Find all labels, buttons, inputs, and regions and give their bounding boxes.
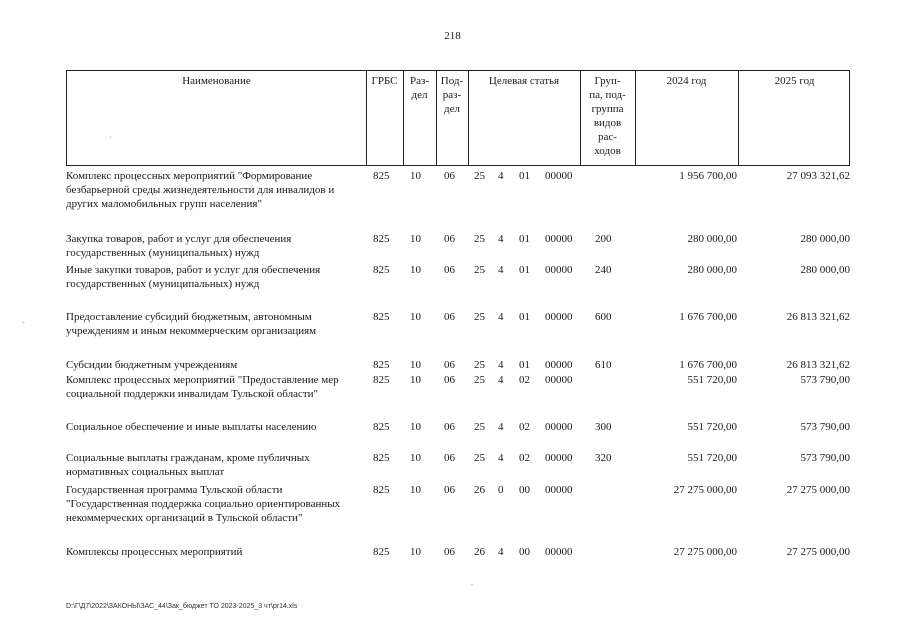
cell-podrazdel: 06: [444, 484, 455, 496]
cell-podrazdel: 06: [444, 233, 455, 245]
cell-celevaya-1: 25: [474, 233, 485, 245]
header-gruppa-line: Груп-: [594, 75, 621, 87]
cell-grbs: 825: [373, 233, 390, 245]
cell-celevaya-4: 00000: [545, 311, 573, 323]
cell-celevaya-2: 4: [498, 421, 504, 433]
cell-celevaya-3: 01: [519, 264, 530, 276]
cell-celevaya-4: 00000: [545, 233, 573, 245]
cell-2025: 573 790,00: [800, 421, 850, 433]
cell-grbs: 825: [373, 170, 390, 182]
cell-celevaya-4: 00000: [545, 484, 573, 496]
cell-vr: 600: [595, 311, 612, 323]
cell-celevaya-4: 00000: [545, 374, 573, 386]
cell-celevaya-2: 4: [498, 546, 504, 558]
cell-celevaya-3: 00: [519, 546, 530, 558]
cell-celevaya-1: 25: [474, 359, 485, 371]
header-gruppa-line: ходов: [594, 145, 621, 157]
cell-2025: 573 790,00: [800, 374, 850, 386]
cell-razdel: 10: [410, 311, 421, 323]
cell-razdel: 10: [410, 170, 421, 182]
cell-podrazdel: 06: [444, 359, 455, 371]
cell-celevaya-1: 25: [474, 374, 485, 386]
cell-celevaya-1: 26: [474, 484, 485, 496]
scan-mark: .: [471, 578, 473, 587]
header-razdel-line: Раз-: [409, 75, 429, 87]
cell-celevaya-1: 25: [474, 311, 485, 323]
row-name: Комплексы процессных мероприятий: [66, 546, 243, 558]
cell-razdel: 10: [410, 233, 421, 245]
cell-2025: 280 000,00: [800, 233, 850, 245]
cell-celevaya-3: 01: [519, 170, 530, 182]
cell-grbs: 825: [373, 452, 390, 464]
cell-celevaya-2: 4: [498, 233, 504, 245]
cell-celevaya-1: 25: [474, 264, 485, 276]
cell-celevaya-4: 00000: [545, 452, 573, 464]
cell-grbs: 825: [373, 546, 390, 558]
header-celevaya: Целевая статья: [488, 75, 560, 87]
cell-celevaya-3: 01: [519, 233, 530, 245]
cell-celevaya-3: 01: [519, 311, 530, 323]
cell-grbs: 825: [373, 374, 390, 386]
cell-2024: 280 000,00: [687, 264, 737, 276]
cell-razdel: 10: [410, 359, 421, 371]
cell-vr: 240: [595, 264, 612, 276]
page-number: 218: [444, 30, 461, 42]
cell-razdel: 10: [410, 484, 421, 496]
cell-celevaya-2: 4: [498, 170, 504, 182]
cell-grbs: 825: [373, 421, 390, 433]
cell-grbs: 825: [373, 359, 390, 371]
cell-2025: 27 093 321,62: [786, 170, 850, 182]
cell-celevaya-2: 4: [498, 452, 504, 464]
cell-grbs: 825: [373, 484, 390, 496]
header-gruppa-line: рас-: [598, 131, 617, 143]
scan-mark: -: [22, 318, 25, 327]
table-header: [66, 70, 850, 166]
cell-razdel: 10: [410, 374, 421, 386]
cell-celevaya-2: 4: [498, 359, 504, 371]
cell-podrazdel: 06: [444, 170, 455, 182]
cell-vr: 610: [595, 359, 612, 371]
cell-2024: 1 676 700,00: [679, 359, 737, 371]
row-name: Социальное обеспечение и иные выплаты населению: [66, 421, 317, 433]
cell-vr: 300: [595, 421, 612, 433]
cell-grbs: 825: [373, 311, 390, 323]
cell-celevaya-1: 25: [474, 170, 485, 182]
cell-2024: 27 275 000,00: [673, 546, 737, 558]
cell-celevaya-2: 4: [498, 264, 504, 276]
cell-podrazdel: 06: [444, 421, 455, 433]
cell-2024: 551 720,00: [687, 421, 737, 433]
header-grbs: ГРБС: [371, 75, 398, 87]
cell-celevaya-3: 02: [519, 421, 530, 433]
cell-podrazdel: 06: [444, 374, 455, 386]
row-name: Иные закупки товаров, работ и услуг для обеспечения государственных (муниципальных) нужд: [66, 264, 321, 290]
cell-celevaya-3: 02: [519, 452, 530, 464]
cell-celevaya-4: 00000: [545, 546, 573, 558]
cell-2025: 27 275 000,00: [786, 546, 850, 558]
cell-2024: 280 000,00: [687, 233, 737, 245]
header-razdel-line: дел: [411, 89, 428, 101]
cell-vr: 320: [595, 452, 612, 464]
cell-celevaya-1: 25: [474, 452, 485, 464]
cell-celevaya-4: 00000: [545, 264, 573, 276]
header-name: Наименование: [182, 75, 251, 87]
cell-celevaya-4: 00000: [545, 421, 573, 433]
cell-grbs: 825: [373, 264, 390, 276]
cell-2025: 26 813 321,62: [786, 311, 850, 323]
cell-celevaya-1: 26: [474, 546, 485, 558]
cell-2024: 27 275 000,00: [673, 484, 737, 496]
cell-podrazdel: 06: [444, 452, 455, 464]
row-name: Социальные выплаты гражданам, кроме публичных нормативных социальных выплат: [66, 452, 310, 478]
cell-razdel: 10: [410, 264, 421, 276]
cell-razdel: 10: [410, 546, 421, 558]
row-name: Предоставление субсидий бюджетным, автономным учреждениям и иным некоммерческим организациям: [66, 311, 317, 337]
header-podrazdel-line: дел: [444, 103, 460, 115]
header-2025: 2025 год: [774, 75, 815, 87]
cell-podrazdel: 06: [444, 311, 455, 323]
row-name: Субсидии бюджетным учреждениям: [66, 359, 238, 371]
cell-celevaya-4: 00000: [545, 359, 573, 371]
cell-celevaya-2: 4: [498, 374, 504, 386]
header-podrazdel-line: раз-: [442, 89, 462, 101]
cell-celevaya-3: 01: [519, 359, 530, 371]
header-2024: 2024 год: [666, 75, 707, 87]
file-path-footer: D:\Г\Д7\2022\ЗАКОНЫ\ЗАС_44\Зак_бюджет ТО 2023-2025_3 чт\pr14.xls: [66, 603, 298, 610]
cell-2025: 573 790,00: [800, 452, 850, 464]
row-name: Государственная программа Тульской области "Государственная поддержка социально ориентированных некоммерческих организаций в Тульской области": [66, 484, 341, 524]
cell-vr: 200: [595, 233, 612, 245]
cell-2025: 26 813 321,62: [786, 359, 850, 371]
cell-celevaya-4: 00000: [545, 170, 573, 182]
cell-2025: 27 275 000,00: [786, 484, 850, 496]
row-name: Закупка товаров, работ и услуг для обеспечения государственных (муниципальных) нужд: [66, 233, 292, 259]
header-gruppa: [580, 74, 635, 158]
row-name: Комплекс процессных мероприятий "Формирование безбарьерной среды жизнедеятельности для инвалидов и других маломобильных групп населения": [66, 170, 335, 210]
header-razdel: [403, 74, 436, 102]
cell-celevaya-2: 0: [498, 484, 504, 496]
cell-2024: 1 676 700,00: [679, 311, 737, 323]
header-gruppa-line: па, под-: [589, 89, 626, 101]
cell-2024: 551 720,00: [687, 374, 737, 386]
cell-celevaya-2: 4: [498, 311, 504, 323]
header-gruppa-line: видов: [593, 117, 622, 129]
cell-podrazdel: 06: [444, 546, 455, 558]
row-name: Комплекс процессных мероприятий "Предоставление мер социальной поддержки инвалидам Тульской области": [66, 374, 339, 400]
scan-mark: ·: [109, 133, 112, 142]
cell-celevaya-3: 00: [519, 484, 530, 496]
cell-razdel: 10: [410, 421, 421, 433]
cell-podrazdel: 06: [444, 264, 455, 276]
cell-2024: 1 956 700,00: [679, 170, 737, 182]
header-podrazdel: [436, 74, 468, 116]
cell-celevaya-1: 25: [474, 421, 485, 433]
header-gruppa-line: группа: [591, 103, 624, 115]
cell-2025: 280 000,00: [800, 264, 850, 276]
cell-razdel: 10: [410, 452, 421, 464]
cell-2024: 551 720,00: [687, 452, 737, 464]
cell-celevaya-3: 02: [519, 374, 530, 386]
header-podrazdel-line: Под-: [440, 75, 464, 87]
